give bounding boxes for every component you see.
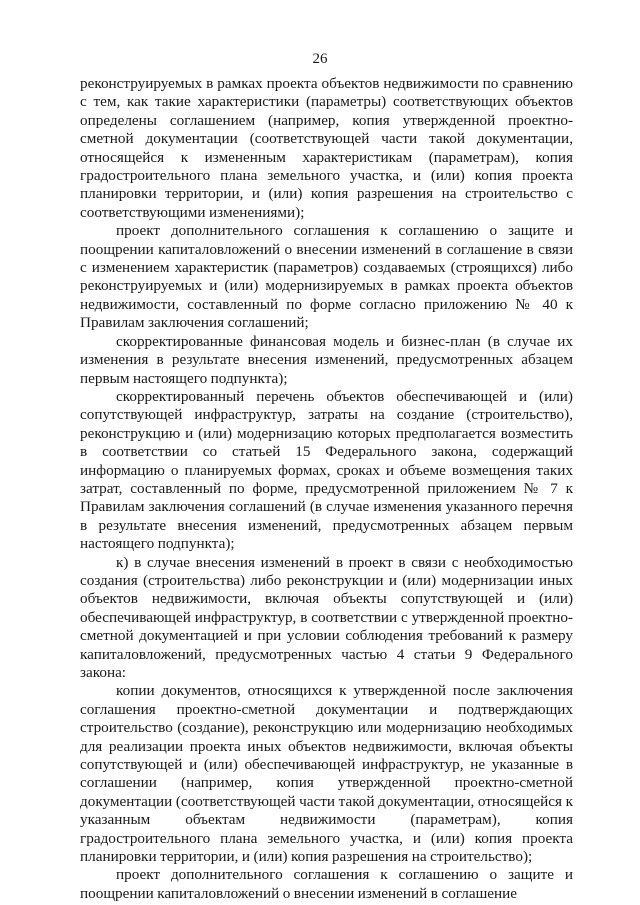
document-body	[80, 75, 573, 903]
paragraph-2: проект дополнительного соглашения к соглашению о защите и поощрении капиталовложений о внесении изменений в соглашение в связи с изменением характеристик (параметров) создаваемых (строящихся) либо реконструируемых и (или) модернизируемых в рамках проекта объектов недвижимости, составленный по форме согласно приложению № 40 к Правилам заключения соглашений;	[80, 222, 573, 332]
paragraph-7: проект дополнительного соглашения к соглашению о защите и поощрении капиталовложений о внесении изменений в соглашение	[80, 866, 573, 902]
paragraph-3: скорректированные финансовая модель и бизнес-план (в случае их изменения в результате внесения изменений, предусмотренных абзацем первым настоящего подпункта);	[80, 332, 573, 387]
paragraph-4: скорректированный перечень объектов обеспечивающей и (или) сопутствующей инфраструктур, затраты на создание (строительство), реконструкцию и (или) модернизацию которых предполагается возместить в соответствии со статьей 15 Федерального закона, содержащий информацию о планируемых формах, сроках и объеме возмещения таких затрат, составленный по форме, предусмотренной приложением № 7 к Правилам заключения соглашений (в случае изменения указанного перечня в результате внесения изменений, предусмотренных абзацем первым настоящего подпункта);	[80, 387, 573, 553]
paragraph-6: копии документов, относящихся к утвержденной после заключения соглашения проектно-сметной документации и подтверждающих строительство (создание), реконструкцию или модернизацию необходимых для реализации проекта иных объектов недвижимости, включая объекты сопутствующей и (или) обеспечивающей инфраструктур, не указанные в соглашении (например, копия утвержденной проектно-сметной документации (соответствующей части такой документации, относящейся к указанным объектам недвижимости (параметрам), копия градостроительного плана земельного участка, и (или) копия проекта планировки территории, и (или) копия разрешения на строительство);	[80, 682, 573, 866]
paragraph-5: к) в случае внесения изменений в проект в связи с необходимостью создания (строительства) либо реконструкции и (или) модернизации иных объектов недвижимости, включая объекты сопутствующей и (или) обеспечивающей инфраструктур, в соответствии с утвержденной проектно-сметной документацией и при условии соблюдения требований к размеру капиталовложений, предусмотренных частью 4 статьи 9 Федерального закона:	[80, 553, 573, 681]
paragraph-1: реконструируемых в рамках проекта объектов недвижимости по сравнению с тем, как такие характеристики (параметры) соответствующих объектов определены соглашением (например, копия утвержденной проектно-сметной документации (соответствующей части такой документации, относящейся к измененным характеристикам (параметрам), копия градостроительного плана земельного участка, и (или) копия проекта планировки территории, и (или) копия разрешения на строительство с соответствующими изменениями);	[80, 75, 573, 221]
page-number: 26	[312, 51, 328, 67]
